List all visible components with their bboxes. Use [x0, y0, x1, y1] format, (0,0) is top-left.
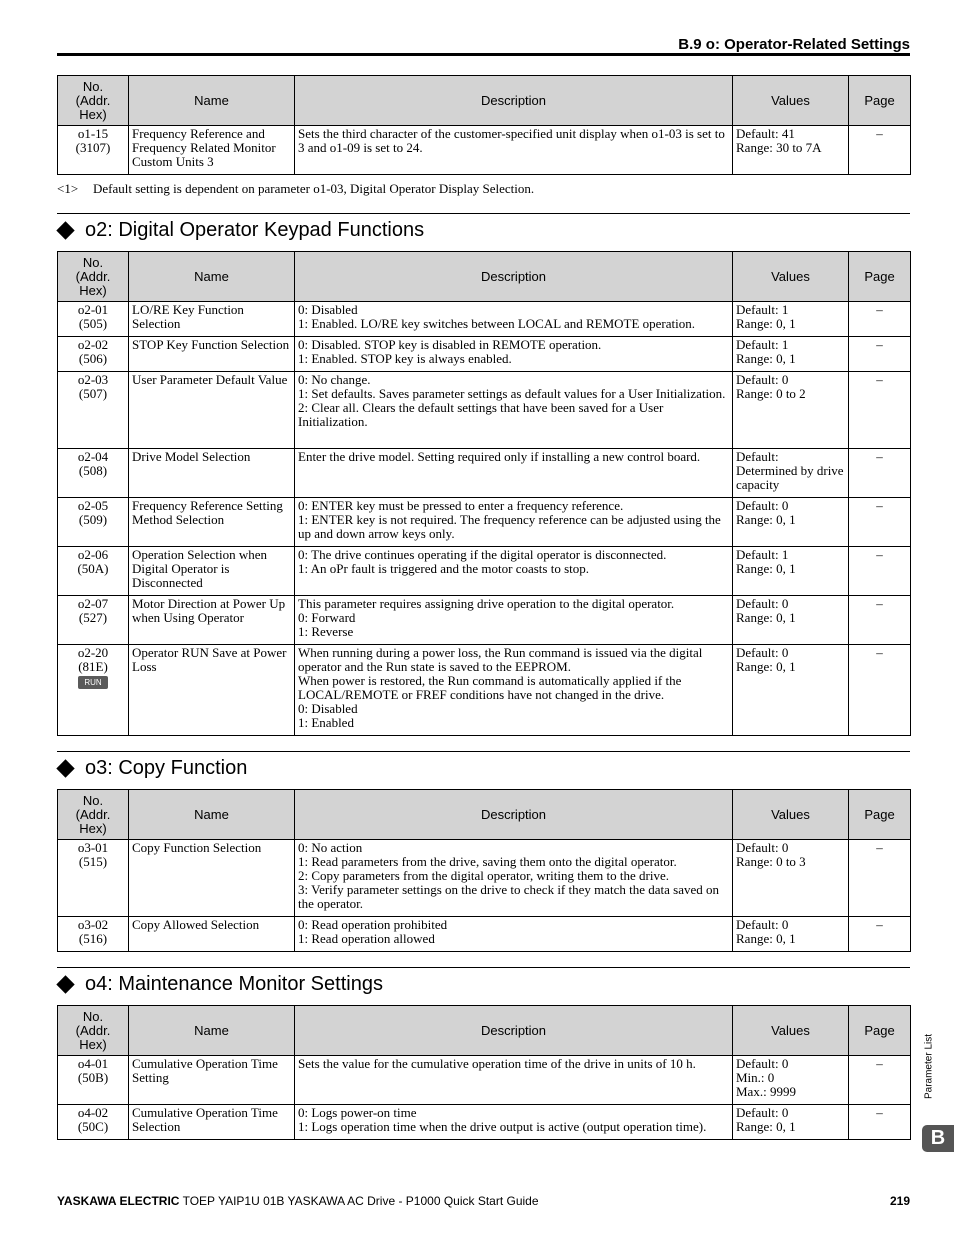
- cell-name-text: Drive Model Selection: [132, 449, 251, 464]
- table-row: [58, 917, 911, 952]
- table-row: [58, 337, 911, 372]
- column-header-description: Description: [295, 76, 733, 126]
- cell-page-text: –: [876, 126, 883, 141]
- cell-no: [58, 1056, 129, 1105]
- cell-values-text: Default: 0 Range: 0, 1: [736, 917, 796, 946]
- cell-no: [58, 449, 129, 498]
- run-badge-icon: RUN: [78, 676, 108, 689]
- cell-description-text: 0: Disabled 1: Enabled. LO/RE key switches between LOCAL and REMOTE operation.: [298, 302, 696, 331]
- column-header-name: Name: [129, 1006, 295, 1056]
- cell-page-text: –: [876, 1105, 883, 1120]
- cell-page-text: –: [876, 1056, 883, 1071]
- cell-name: [129, 337, 295, 372]
- section-title-o4: o4: Maintenance Monitor Settings: [85, 973, 383, 995]
- cell-no-text: o2-01 (505): [77, 302, 109, 331]
- cell-name-text: Cumulative Operation Time Setting: [132, 1056, 278, 1085]
- cell-name-text: Frequency Reference Setting Method Selection: [132, 498, 283, 527]
- cell-values: [733, 126, 849, 175]
- page-header: [57, 34, 910, 56]
- cell-no: [58, 645, 129, 736]
- column-header-page: Page: [849, 1006, 911, 1056]
- column-header-no: No. (Addr. Hex): [58, 76, 129, 126]
- cell-page: [849, 126, 911, 175]
- cell-no: [58, 337, 129, 372]
- parameter-table-o4: [57, 1005, 911, 1140]
- cell-no: [58, 917, 129, 952]
- section-heading-o2: [57, 213, 910, 253]
- cell-page: [849, 498, 911, 547]
- table-row: [58, 372, 911, 449]
- section-title-o2: o2: Digital Operator Keypad Functions: [85, 219, 425, 241]
- cell-description-text: When running during a power loss, the Run command is issued via the digital operator and the Run state is saved to the EEPROM. When power is restored, the Run command is automatically applied if the LOCAL/REMOTE or FREF conditions have not changed in the drive. 0: Disabled 1: Enabled: [298, 645, 703, 730]
- cell-values-text: Default: 41 Range: 30 to 7A: [736, 126, 822, 155]
- cell-name: [129, 1056, 295, 1105]
- cell-name-text: Operation Selection when Digital Operator is Disconnected: [132, 547, 268, 590]
- cell-values-text: Default: 0 Range: 0, 1: [736, 1105, 796, 1134]
- cell-values: [733, 840, 849, 917]
- cell-description: [295, 372, 733, 449]
- cell-page: [849, 917, 911, 952]
- cell-name: [129, 645, 295, 736]
- table-row: [58, 547, 911, 596]
- cell-page-text: –: [876, 645, 883, 660]
- cell-description: [295, 917, 733, 952]
- cell-name-text: Operator RUN Save at Power Loss: [132, 645, 287, 674]
- cell-name: [129, 917, 295, 952]
- cell-name: [129, 449, 295, 498]
- appendix-tab: B: [922, 1125, 954, 1152]
- cell-no-text: o2-05 (509): [77, 498, 109, 527]
- side-tab-label-text: Parameter List: [923, 1033, 935, 1100]
- cell-values: [733, 645, 849, 736]
- cell-no-text: o2-06 (50A): [77, 547, 109, 576]
- cell-no-text: o2-04 (508): [77, 449, 109, 478]
- cell-name-text: LO/RE Key Function Selection: [132, 302, 244, 331]
- cell-name: [129, 840, 295, 917]
- column-header-values: Values: [733, 76, 849, 126]
- column-header-page: Page: [849, 76, 911, 126]
- column-header-values: Values: [733, 1006, 849, 1056]
- table-row: [58, 449, 911, 498]
- cell-values: [733, 372, 849, 449]
- cell-description: [295, 547, 733, 596]
- cell-page-text: –: [876, 302, 883, 317]
- cell-no: [58, 126, 129, 175]
- cell-name-text: User Parameter Default Value: [132, 372, 288, 387]
- cell-values-text: Default: 1 Range: 0, 1: [736, 302, 796, 331]
- cell-description-text: 0: Read operation prohibited 1: Read operation allowed: [298, 917, 448, 946]
- cell-name: [129, 498, 295, 547]
- cell-name-text: Copy Allowed Selection: [132, 917, 260, 932]
- cell-values-text: Default: 1 Range: 0, 1: [736, 547, 796, 576]
- cell-description-text: 0: No action 1: Read parameters from the drive, saving them onto the digital operator. 2: Copy parameters from the digital operator, writing them to the drive. 3: Verify parameter settings on the drive to check if they match the data saved on the operator.: [298, 840, 720, 911]
- diamond-bullet-icon: [56, 759, 74, 777]
- cell-page-text: –: [876, 337, 883, 352]
- cell-description: [295, 449, 733, 498]
- footnote-mark: <1>: [57, 181, 79, 196]
- column-header-name: Name: [129, 252, 295, 302]
- cell-no-text: o2-03 (507): [77, 372, 109, 401]
- cell-no-text: o2-02 (506): [77, 337, 109, 366]
- table-row: [58, 498, 911, 547]
- cell-name: [129, 126, 295, 175]
- column-header-page: Page: [849, 252, 911, 302]
- table-row: [58, 1056, 911, 1105]
- cell-page-text: –: [876, 917, 883, 932]
- cell-name: [129, 596, 295, 645]
- cell-description: [295, 302, 733, 337]
- cell-page-text: –: [876, 547, 883, 562]
- cell-description-text: 0: ENTER key must be pressed to enter a frequency reference. 1: ENTER key is not required. The frequency reference can be adjusted using the up and down arrow keys only.: [298, 498, 721, 541]
- diamond-bullet-icon: [56, 975, 74, 993]
- parameter-table-o1: [57, 75, 911, 175]
- cell-page-text: –: [876, 840, 883, 855]
- table-row: [58, 596, 911, 645]
- column-header-values: Values: [733, 790, 849, 840]
- cell-no: [58, 596, 129, 645]
- cell-description-text: This parameter requires assigning drive operation to the digital operator. 0: Forward 1: Reverse: [298, 596, 675, 639]
- cell-description: [295, 596, 733, 645]
- cell-description: [295, 840, 733, 917]
- section-heading-o4: [57, 967, 910, 1007]
- cell-name-text: Motor Direction at Power Up when Using Operator: [132, 596, 286, 625]
- cell-name: [129, 547, 295, 596]
- cell-description-text: 0: The drive continues operating if the digital operator is disconnected. 1: An oPr fault is triggered and the motor coasts to stop.: [298, 547, 667, 576]
- cell-description: [295, 1105, 733, 1140]
- table-header-row: [58, 252, 911, 302]
- side-tab-label: [921, 1031, 937, 1107]
- cell-values-text: Default: 0 Range: 0, 1: [736, 596, 796, 625]
- cell-no: [58, 547, 129, 596]
- cell-page: [849, 547, 911, 596]
- cell-page: [849, 596, 911, 645]
- table-header-row: [58, 790, 911, 840]
- cell-page: [849, 1105, 911, 1140]
- cell-values-text: Default: 0 Range: 0 to 3: [736, 840, 806, 869]
- cell-description-text: 0: Logs power-on time 1: Logs operation time when the drive output is active (output operation time).: [298, 1105, 707, 1134]
- footer-company: YASKAWA ELECTRIC: [57, 1194, 180, 1208]
- cell-description: [295, 498, 733, 547]
- cell-values: [733, 596, 849, 645]
- cell-page: [849, 302, 911, 337]
- cell-no-text: o1-15 (3107): [75, 126, 111, 155]
- footnote: [57, 181, 534, 197]
- cell-values: [733, 337, 849, 372]
- cell-values: [733, 498, 849, 547]
- cell-description-text: 0: Disabled. STOP key is disabled in REMOTE operation. 1: Enabled. STOP key is always enabled.: [298, 337, 602, 366]
- cell-description-text: Sets the value for the cumulative operation time of the drive in units of 10 h.: [298, 1056, 696, 1071]
- column-header-description: Description: [295, 1006, 733, 1056]
- cell-description-text: Sets the third character of the customer-specified unit display when o1-03 is set to 3 and o1-09 is set to 24.: [298, 126, 725, 155]
- cell-page-text: –: [876, 498, 883, 513]
- cell-values: [733, 1105, 849, 1140]
- cell-name-text: STOP Key Function Selection: [132, 337, 290, 352]
- column-header-name: Name: [129, 76, 295, 126]
- table-header-row: [58, 76, 911, 126]
- parameter-table-o3: [57, 789, 911, 952]
- parameter-table-o2: [57, 251, 911, 736]
- table-row: [58, 840, 911, 917]
- column-header-values: Values: [733, 252, 849, 302]
- cell-name-text: Copy Function Selection: [132, 840, 262, 855]
- cell-page: [849, 645, 911, 736]
- cell-values: [733, 547, 849, 596]
- cell-no-text: o2-20 (81E): [77, 645, 109, 674]
- cell-values: [733, 449, 849, 498]
- cell-description-text: 0: No change. 1: Set defaults. Saves parameter settings as default values for a User Initialization. 2: Clear all. Clears the default settings that have been saved for a User Initialization.: [298, 372, 726, 429]
- cell-name-text: Cumulative Operation Time Selection: [132, 1105, 278, 1134]
- cell-values: [733, 917, 849, 952]
- cell-name: [129, 1105, 295, 1140]
- cell-values: [733, 1056, 849, 1105]
- section-heading-o3: [57, 751, 910, 791]
- column-header-no: No. (Addr. Hex): [58, 252, 129, 302]
- section-title-o3: o3: Copy Function: [85, 757, 248, 779]
- cell-description: [295, 645, 733, 736]
- column-header-no: No. (Addr. Hex): [58, 1006, 129, 1056]
- cell-no-text: o4-02 (50C): [77, 1105, 109, 1134]
- cell-description: [295, 126, 733, 175]
- column-header-name: Name: [129, 790, 295, 840]
- cell-description: [295, 337, 733, 372]
- cell-no-text: o2-07 (527): [77, 596, 109, 625]
- column-header-page: Page: [849, 790, 911, 840]
- cell-no: [58, 498, 129, 547]
- cell-no-text: o3-02 (516): [77, 917, 109, 946]
- cell-name: [129, 372, 295, 449]
- column-header-description: Description: [295, 252, 733, 302]
- cell-no: [58, 840, 129, 917]
- cell-page: [849, 337, 911, 372]
- cell-values-text: Default: 0 Range: 0, 1: [736, 645, 796, 674]
- cell-values: [733, 302, 849, 337]
- diamond-bullet-icon: [56, 221, 74, 239]
- cell-description-text: Enter the drive model. Setting required only if installing a new control board.: [298, 449, 701, 464]
- cell-no: [58, 1105, 129, 1140]
- cell-page: [849, 449, 911, 498]
- column-header-description: Description: [295, 790, 733, 840]
- cell-values-text: Default: 0 Range: 0, 1: [736, 498, 796, 527]
- cell-page-text: –: [876, 372, 883, 387]
- cell-no-text: o4-01 (50B): [77, 1056, 109, 1085]
- column-header-no: No. (Addr. Hex): [58, 790, 129, 840]
- cell-values-text: Default: Determined by drive capacity: [736, 449, 844, 492]
- section-header-title: B.9 o: Operator-Related Settings: [678, 36, 910, 53]
- cell-values-text: Default: 1 Range: 0, 1: [736, 337, 796, 366]
- cell-no-text: o3-01 (515): [77, 840, 109, 869]
- cell-name-text: Frequency Reference and Frequency Related Monitor Custom Units 3: [132, 126, 276, 169]
- table-row: [58, 1105, 911, 1140]
- footer-doc-title: TOEP YAIP1U 01B YASKAWA AC Drive - P1000 Quick Start Guide: [182, 1194, 539, 1208]
- cell-page-text: –: [876, 596, 883, 611]
- cell-page-text: –: [876, 449, 883, 464]
- cell-values-text: Default: 0 Range: 0 to 2: [736, 372, 806, 401]
- page-footer: [57, 1194, 910, 1208]
- table-row: [58, 645, 911, 736]
- cell-name: [129, 302, 295, 337]
- cell-page: [849, 840, 911, 917]
- cell-no: [58, 302, 129, 337]
- cell-no: [58, 372, 129, 449]
- cell-page: [849, 1056, 911, 1105]
- table-row: [58, 126, 911, 175]
- table-header-row: [58, 1006, 911, 1056]
- cell-values-text: Default: 0 Min.: 0 Max.: 9999: [736, 1056, 796, 1099]
- footnote-text: Default setting is dependent on parameter o1-03, Digital Operator Display Selection.: [93, 181, 535, 196]
- cell-page: [849, 372, 911, 449]
- table-row: [58, 302, 911, 337]
- cell-description: [295, 1056, 733, 1105]
- page-number: 219: [889, 1194, 910, 1208]
